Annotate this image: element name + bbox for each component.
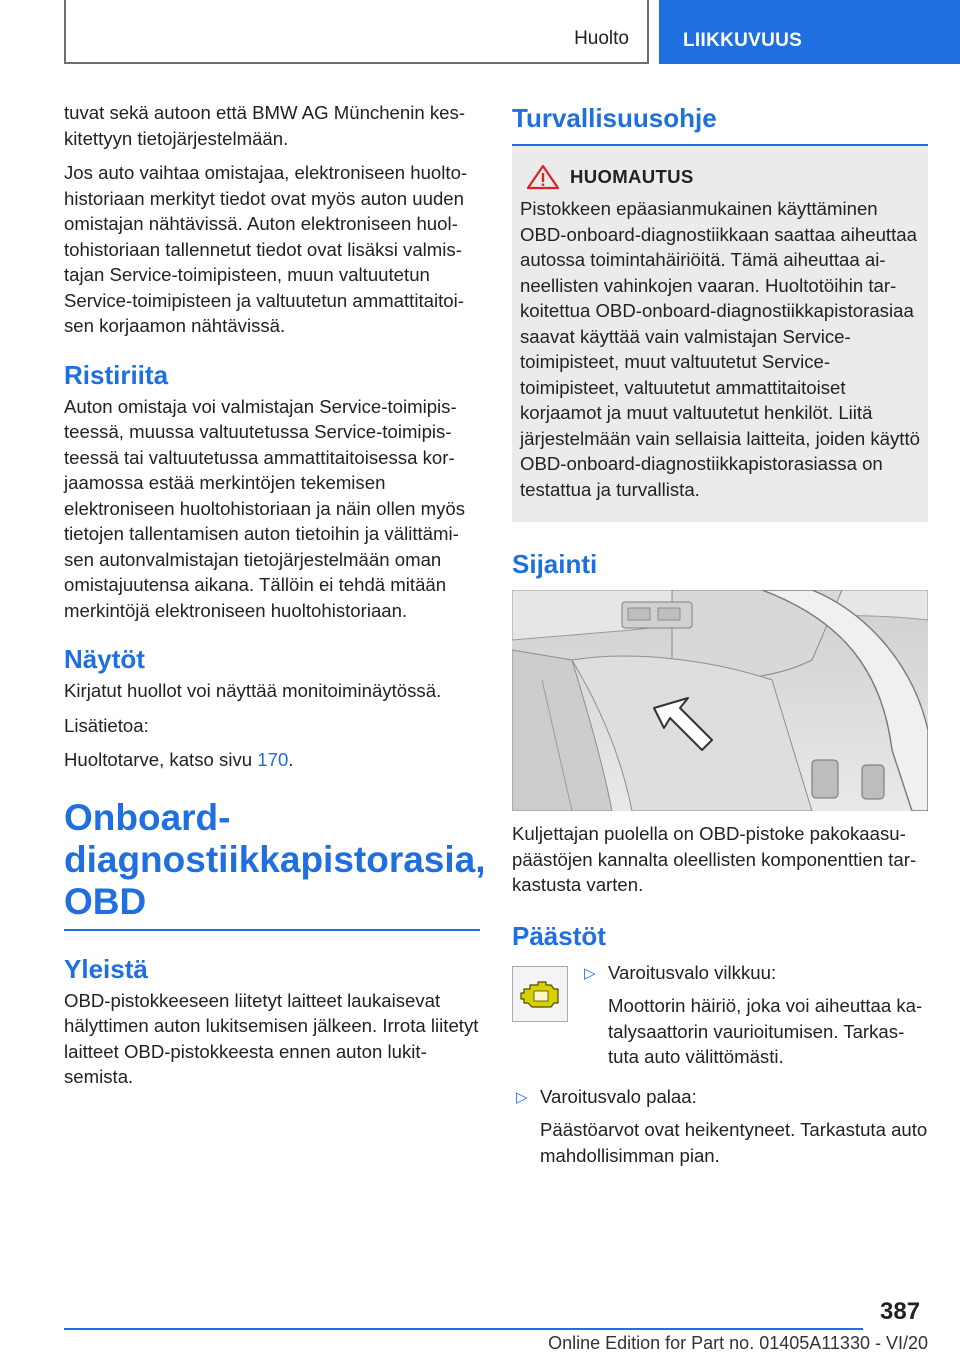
right-column bbox=[512, 100, 928, 1168]
page-reference-end: . bbox=[288, 749, 294, 770]
yleista-heading: Yleistä bbox=[64, 953, 148, 984]
item1-text: Moottorin häiriö, joka voi aiheuttaa katalysaattorin vaurioitumisen. Tarkastuta auto välittömästi. bbox=[608, 995, 923, 1067]
turvallisuusohje-heading: Turvallisuusohje bbox=[512, 103, 717, 133]
notice-text: Pistokkeen epäasianmukainen käyttäminen OBD-onboard-diagnostiikkaan saattaa aiheuttaa autossa toimintahäiriöitä. Tämä aiheuttaa aineellisten vahinkojen vaaran. Huoltotöihin tarkoitettua OBD-onboard-diagnostiikkapistorasiaa saavat käyttää vain valmistajan Service-toimipisteet, muut valtuutetut Service-toimipisteet, valtuutetut ammattitaitoiset korjaamot ja muut valtuutetut henkilöt. Liitä järjestelmään vain sellaisia laitteita, joiden käyttö OBD-onboard-diagnostiikkapistorasiassa on testattua ja turvallista. bbox=[520, 198, 920, 500]
header-section-box bbox=[64, 0, 649, 64]
obd-heading-line-1: Onboard- bbox=[64, 796, 231, 838]
list-item-blinking bbox=[512, 960, 928, 1070]
footer-rule bbox=[64, 1328, 863, 1330]
warning-triangle-icon bbox=[526, 164, 560, 190]
intro-paragraph-1: tuvat sekä autoon että BMW AG Münchenin keskitettyyn tietojärjestelmään. bbox=[64, 102, 466, 149]
notice-title: HUOMAUTUS bbox=[570, 166, 694, 187]
emission-warning-list bbox=[512, 960, 928, 1169]
footer-edition-text: Online Edition for Part no. 01405A11330 - VI/20 bbox=[548, 1333, 928, 1353]
sijainti-paragraph: Kuljettajan puolella on OBD-pistoke pakokaasupäästöjen kannalta oleellisten komponenttien tarkastusta varten. bbox=[512, 823, 917, 895]
list-bullet-icon: ▷ bbox=[584, 964, 596, 982]
obd-location-illustration bbox=[512, 590, 928, 811]
paastot-heading: Päästöt bbox=[512, 920, 606, 951]
header-chapter-label: LIIKKUVUUS bbox=[683, 30, 803, 51]
header-section-title: Huolto bbox=[574, 28, 629, 49]
yleista-paragraph: OBD-pistokkeeseen liitetyt laitteet laukaisevat hälyttimen auton lukitsemisen jälkeen. Irrota liitetyt laitteet OBD-pistokkeesta ennen auton lukitsemista. bbox=[64, 989, 479, 1087]
intro-paragraph-2: Jos auto vaihtaa omistajaa, elektroniseen huoltohistoriaan merkityt tiedot ovat myös auton uuden omistajan nähtävissä. Auton elektroniseen huoltohistoriaan tallennetut tiedot ovat lisäksi valmistajan Service-toimipisteen, muun valtuutetun Service-toimipisteen ja valtuutetun ammattitaitoisen korjaamon nähtävissä. bbox=[64, 162, 468, 336]
item1-title: Varoitusvalo vilkkuu: bbox=[608, 961, 777, 983]
lisatietoa-label: Lisätietoa: bbox=[64, 714, 149, 736]
list-bullet-icon: ▷ bbox=[516, 1088, 528, 1106]
obd-heading-line-2: diagnostiikkapistorasia, bbox=[64, 838, 486, 880]
page-reference-text: Huoltotarve, katso sivu bbox=[64, 749, 258, 770]
item2-text: Päästöarvot ovat heikentyneet. Tarkastuta auto mahdollisimman pian. bbox=[540, 1119, 928, 1166]
header-chapter-tab[interactable] bbox=[659, 0, 960, 64]
left-column bbox=[64, 100, 486, 1099]
naytot-heading: Näytöt bbox=[64, 644, 145, 674]
page-reference-link[interactable]: 170 bbox=[257, 749, 289, 770]
obd-heading-rule bbox=[64, 929, 480, 931]
notice-box bbox=[512, 146, 928, 522]
page-number: 387 bbox=[880, 1298, 921, 1325]
item2-title: Varoitusvalo palaa: bbox=[540, 1085, 697, 1107]
sijainti-heading: Sijainti bbox=[512, 549, 598, 579]
page-reference bbox=[64, 747, 480, 773]
obd-heading-line-3: OBD bbox=[64, 880, 147, 922]
obd-chapter-heading bbox=[64, 796, 486, 923]
ristiriita-paragraph: Auton omistaja voi valmistajan Service-toimipisteessä, muussa valtuutetussa Service-toimipisteessä tai valtuutetussa ammattitaitoisessa korjaamossa estää merkintöjen tekemisen elektroniseen huoltohistoriaan ja näin ollen myös tietojen tallentamisen auton tietoihin ja välittämisen autonvalmistajan tietojärjestelmään oman omistajuutensa aikana. Tällöin ei tehdä mitään merkintöjä elektroniseen huoltohistoriaan. bbox=[64, 395, 466, 621]
obd-location-drawing bbox=[512, 590, 928, 811]
naytot-paragraph: Kirjatut huollot voi näyttää monitoiminäytössä. bbox=[64, 680, 442, 701]
ristiriita-heading: Ristiriita bbox=[64, 359, 169, 390]
list-item-steady bbox=[512, 1084, 928, 1169]
notice-header bbox=[520, 164, 920, 190]
